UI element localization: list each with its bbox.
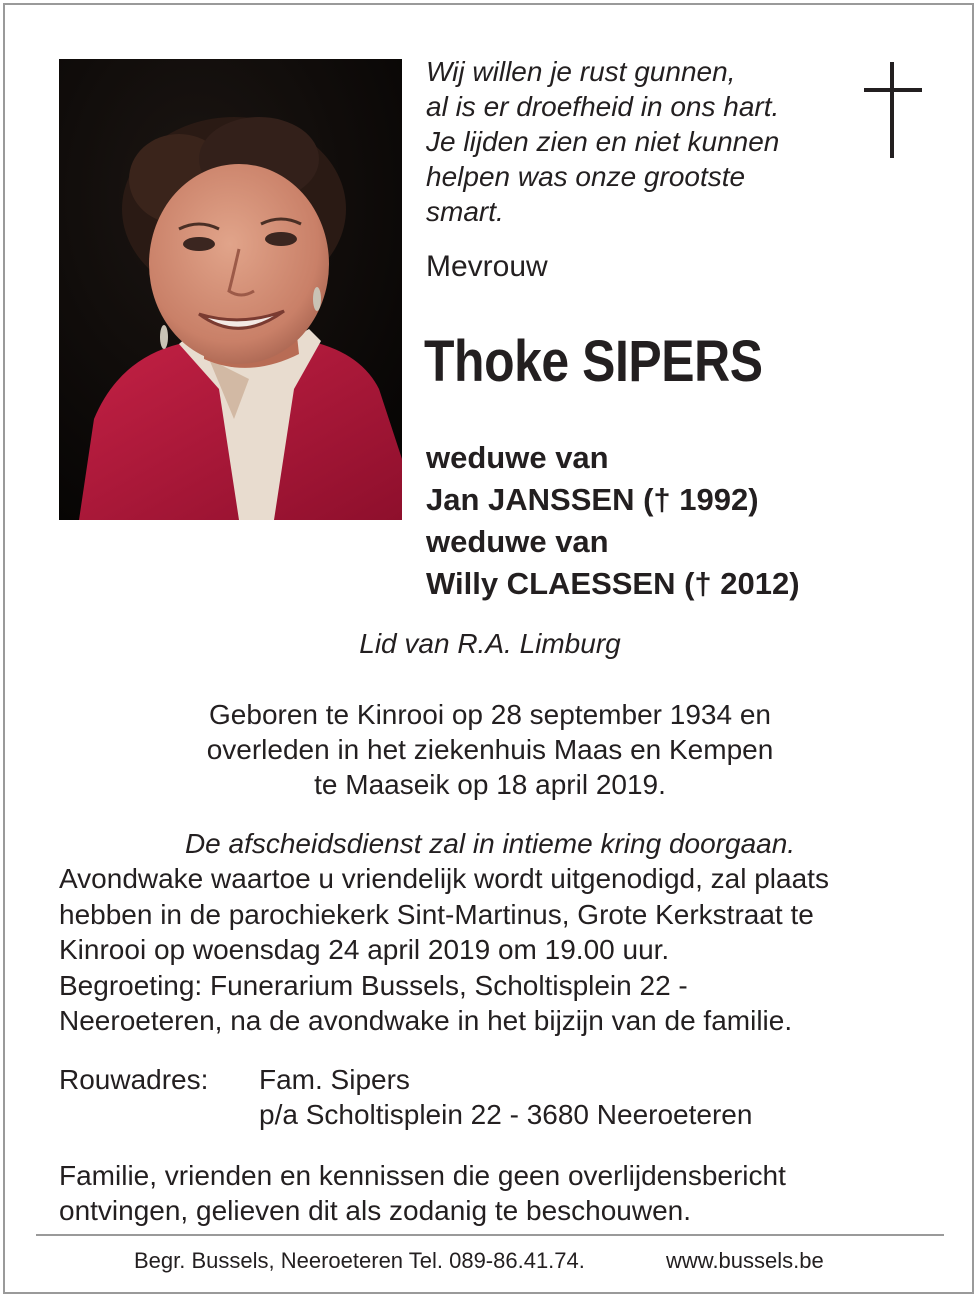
portrait-illustration [59, 59, 402, 520]
family-notice [59, 1158, 939, 1228]
service-line: Neeroeteren, na de avondwake in het bijzijn van de familie. [59, 1005, 793, 1036]
service-line: Avondwake waartoe u vriendelijk wordt uitgenodigd, zal plaats [59, 863, 829, 894]
notice-line: Familie, vrienden en kennissen die geen overlijdensbericht [59, 1160, 786, 1191]
birth-line: Geboren te Kinrooi op 28 september 1934 en [209, 699, 771, 730]
service-line: hebben in de parochiekerk Sint-Martinus, Grote Kerkstraat te [59, 898, 814, 930]
undertaker-info: Begr. Bussels, Neeroeteren Tel. 089-86.41.74. [134, 1248, 585, 1273]
service-details [59, 861, 959, 1039]
spouse-name: Jan JANSSEN († 1992) [426, 482, 759, 517]
cross-icon [864, 62, 922, 158]
death-line: overleden in het ziekenhuis Maas en Kempen [206, 734, 774, 765]
service-line: Begroeting: Funerarium Bussels, Scholtisplein 22 - [59, 969, 688, 1001]
notice-line: ontvingen, gelieven dit als zodanig te beschouwen. [59, 1195, 691, 1226]
birth-death-text [0, 697, 980, 802]
honorific: Mevrouw [426, 250, 548, 283]
address-label: Rouwadres: [59, 1064, 209, 1095]
address-name: Fam. Sipers [259, 1064, 410, 1095]
widow-line: weduwe van [426, 524, 609, 559]
spouse-info [426, 437, 946, 605]
service-note: De afscheidsdienst zal in intieme kring doorgaan. [184, 828, 796, 859]
portrait-photo [59, 59, 402, 520]
footer [134, 1246, 824, 1276]
service-line: Kinrooi op woensdag 24 april 2019 om 19.00 uur. [59, 934, 670, 965]
address-street: p/a Scholtisplein 22 - 3680 Neeroeteren [259, 1099, 753, 1130]
membership-line: Lid van R.A. Limburg [359, 628, 621, 659]
footer-divider [36, 1234, 944, 1236]
deceased-name: Thoke SIPERS [424, 329, 763, 394]
website-link[interactable]: www.bussels.be [666, 1248, 824, 1273]
widow-line: weduwe van [426, 440, 609, 475]
death-place-line: te Maaseik op 18 april 2019. [314, 769, 666, 800]
poem-verse: Wij willen je rust gunnen, al is er droefheid in ons hart. Je lijden zien en niet kunnen helpen was onze grootste smart. [426, 56, 780, 227]
spouse-name: Willy CLAESSEN († 2012) [426, 566, 800, 601]
